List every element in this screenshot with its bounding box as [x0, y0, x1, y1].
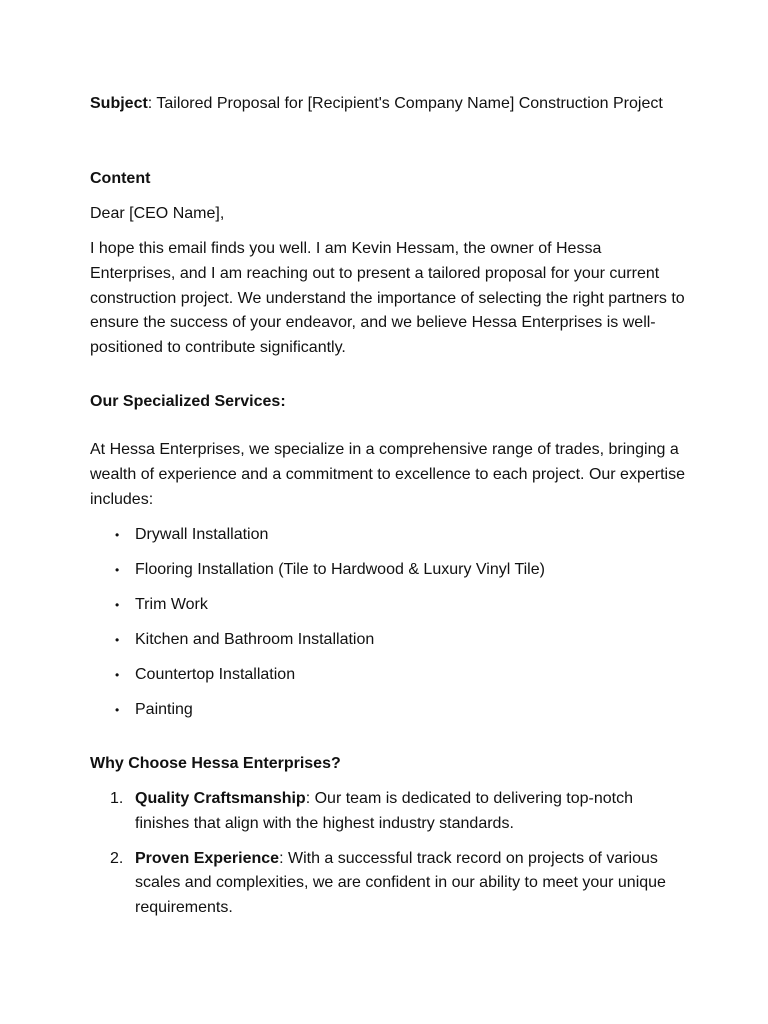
reason-title: Proven Experience: [135, 849, 280, 867]
reason-text: : Our team is dedicated to delivering top-notch finishes that align with the highest industry standards.: [135, 790, 633, 832]
service-item-label: Flooring Installation (Tile to Hardwood & Luxury Vinyl Tile): [135, 561, 545, 578]
service-item-label: Trim Work: [135, 596, 208, 613]
services-list: [90, 523, 690, 733]
item-number: 1.: [110, 790, 124, 807]
bullet-icon: •: [115, 668, 120, 682]
subject-label: Subject: [90, 95, 148, 112]
list-item: [90, 558, 690, 593]
bullet-icon: •: [115, 528, 120, 542]
bullet-icon: •: [115, 563, 120, 577]
services-heading: Our Specialized Services:: [90, 393, 286, 410]
service-item-label: Drywall Installation: [135, 526, 269, 543]
reason-title: Quality Craftsmanship: [135, 790, 306, 807]
bullet-icon: •: [115, 598, 120, 612]
services-intro: At Hessa Enterprises, we specialize in a comprehensive range of trades, bringing a wealth of experience and a commitment to excellence to each project. Our expertise includes:: [90, 441, 685, 508]
content-heading: Content: [90, 170, 151, 187]
greeting: Dear [CEO Name],: [90, 205, 225, 222]
list-item: [90, 787, 690, 837]
subject-text: : Tailored Proposal for [Recipient's Company Name] Construction Project: [147, 95, 663, 112]
bullet-icon: •: [115, 703, 120, 717]
service-item-label: Countertop Installation: [135, 666, 296, 683]
list-item: [90, 593, 690, 628]
bullet-icon: •: [115, 633, 120, 647]
intro-paragraph: I hope this email finds you well. I am Kevin Hessam, the owner of Hessa Enterprises, and I am reaching out to present a tailored proposal for your current construction project. We understand the importance of selecting the right partners to ensure the success of your endeavor, and we believe Hessa Enterprises is well-positioned to contribute significantly.: [90, 240, 685, 357]
list-item: [90, 523, 690, 558]
service-item-label: Painting: [135, 701, 193, 718]
why-list: [90, 787, 690, 931]
why-heading: Why Choose Hessa Enterprises?: [90, 755, 341, 772]
list-item: [90, 847, 690, 921]
list-item: [90, 628, 690, 663]
reason-text: : With a successful track record on projects of various scales and complexities, we are confident in our ability to meet your unique requirements.: [135, 849, 666, 917]
list-item: [90, 698, 690, 733]
list-item: [90, 663, 690, 698]
item-number: 2.: [110, 849, 124, 867]
subject-line: [90, 92, 690, 117]
service-item-label: Kitchen and Bathroom Installation: [135, 631, 375, 648]
